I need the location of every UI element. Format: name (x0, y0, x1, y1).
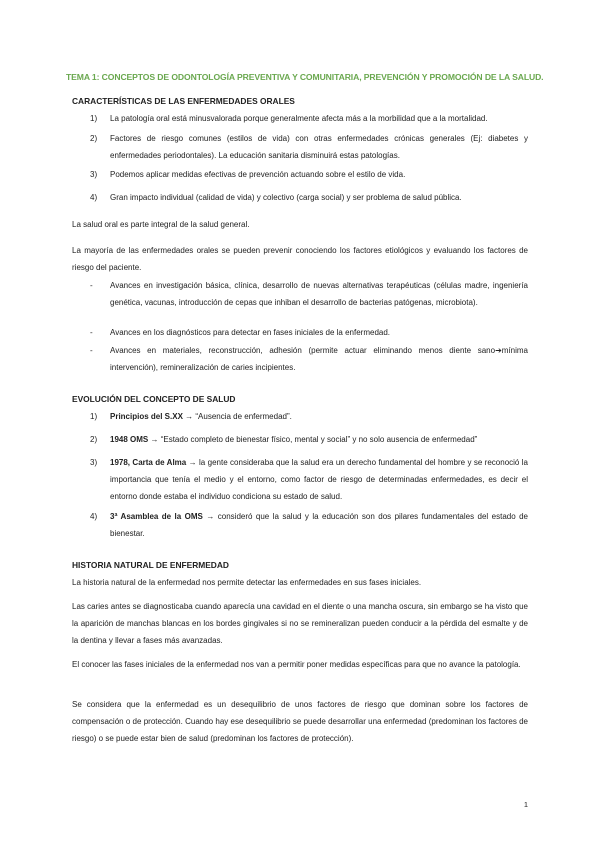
page-number: 1 (523, 800, 528, 809)
section-heading-caracteristicas: CARACTERÍSTICAS DE LAS ENFERMEDADES ORALES (72, 96, 295, 106)
bullet-text: Avances en investigación básica, clínica, desarrollo de nuevas alternativas terapéuticas (células madre, ingeniería genética, vacunas, introducción de cepas que inhiban el desarrollo de bacterias patógenas, microbiota). (110, 281, 528, 307)
list-number: 2) (90, 435, 98, 444)
paragraph: El conocer las fases iniciales de la enfermedad nos van a permitir poner medidas específicas para que no avance la patología. (72, 660, 521, 669)
section-heading-evolucion: EVOLUCIÓN DEL CONCEPTO DE SALUD (72, 394, 236, 404)
list-number: 4) (90, 193, 98, 202)
list-text-bold: Principios del S.XX (110, 412, 183, 421)
list-text-bold: 3ª Asamblea de la OMS (110, 512, 203, 521)
list-text (110, 431, 528, 448)
list-number: 1) (90, 412, 98, 421)
paragraph: Las caries antes se diagnosticaba cuando aparecía una cavidad en el diente o una mancha oscura, sin embargo se ha visto que la aparición de manchas blancas en los bordes gingivales si no se remineralizan pueden conducir a la pérdida del esmalte y de la dentina y llevar a fases más avanzadas. (72, 602, 528, 645)
list-number: 2) (90, 134, 98, 143)
paragraph: La salud oral es parte integral de la salud general. (72, 220, 250, 229)
list-text (110, 508, 528, 542)
list-text: La patología oral está minusvalorada porque generalmente afecta más a la morbilidad que a la mortalidad. (110, 114, 488, 123)
list-text: Factores de riesgo comunes (estilos de vida) con otras enfermedades crónicas generales (Ej: diabetes y enfermedades periodontales). La educación sanitaria disminuirá estas patologías. (110, 134, 528, 160)
list-text: Podemos aplicar medidas efectivas de prevención actuando sobre el estilo de vida. (110, 170, 406, 179)
list-number: 4) (90, 512, 98, 521)
list-text-rest: → la gente consideraba que la salud era un derecho fundamental del hombre y se reconoció la importancia que tenía el medio y el entorno, como factor de riesgo de determinadas enfermedades, es decir el entorno donde estaba el individuo condiciona su estado de salud. (110, 458, 528, 501)
paragraph: La historia natural de la enfermedad nos permite detectar las enfermedades en sus fases iniciales. (72, 578, 422, 587)
bullet-text: Avances en los diagnósticos para detectar en fases iniciales de la enfermedad. (110, 328, 391, 337)
paragraph: Se considera que la enfermedad es un desequilibrio de unos factores de riesgo que dominan sobre los factores de compensación o de protección. Cuando hay ese desequilibrio se puede desarrollar una enfermedad (predominan los factores de riesgo) o se puede estar bien de salud (predominan los factores de protección). (72, 700, 528, 743)
bullet-marker: - (90, 346, 93, 355)
bullet-marker: - (90, 281, 93, 290)
list-text-rest: → consideró que la salud y la educación son dos pilares fundamentales del estado de bienestar. (110, 512, 529, 538)
bullet-text: Avances en materiales, reconstrucción, adhesión (permite actuar eliminando menos diente sano➔mínima intervención), remineralización de caries incipientes. (110, 346, 528, 372)
section-heading-historia: HISTORIA NATURAL DE ENFERMEDAD (72, 560, 229, 570)
list-text-rest: → “Estado completo de bienestar físico, mental y social” y no solo ausencia de enfermedad” (148, 435, 478, 444)
document-title: TEMA 1: CONCEPTOS DE ODONTOLOGÍA PREVENTIVA Y COMUNITARIA, PREVENCIÓN Y PROMOCIÓN DE LA SALUD. (66, 72, 544, 82)
bullet-marker: - (90, 328, 93, 337)
list-text-rest: → “Ausencia de enfermedad”. (182, 412, 292, 421)
list-number: 3) (90, 170, 98, 179)
list-text: Gran impacto individual (calidad de vida) y colectivo (carga social) y ser problema de salud pública. (110, 193, 462, 202)
list-text-bold: 1948 OMS (110, 435, 149, 444)
paragraph: La mayoría de las enfermedades orales se pueden prevenir conociendo los factores etiológicos y evaluando los factores de riesgo del paciente. (72, 246, 528, 272)
list-text (110, 408, 528, 425)
list-text-bold: 1978, Carta de Alma (110, 458, 187, 467)
list-number: 3) (90, 458, 98, 467)
list-text (110, 454, 528, 505)
list-number: 1) (90, 114, 98, 123)
